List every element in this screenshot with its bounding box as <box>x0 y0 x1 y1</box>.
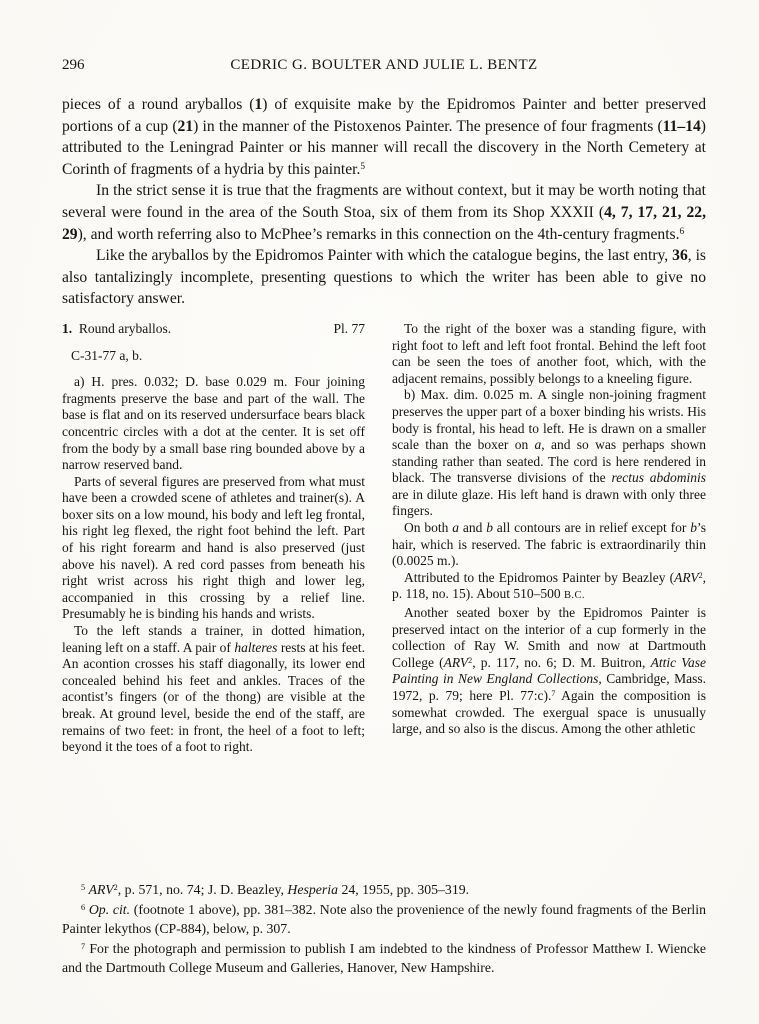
catalog-entry-section <box>62 321 706 756</box>
intro-paragraph: pieces of a round aryballos (1) of exquisite make by the Epidromos Painter and better preserved portions of a cup (21) in the manner of the Pistoxenos Painter. The presence of four fragments (11–14) attributed to the Leningrad Painter or his manner will recall the discovery in the North Cemetery at Corinth of fragments of a hydria by this painter.$^5$ <box>62 96 706 178</box>
catalog-paragraph: On both a and b all contours are in relief except for b’s hair, which is reserved. The fabric is extraordinarily thin (0.0025 m.). <box>392 520 706 569</box>
catalog-paragraph: a) H. pres. 0.032; D. base 0.029 m. Four joining fragments preserve the base and part of the wall. The base is flat and on its reserved undersurface bears black concentric circles with a dot at the center. It is set off from the body by a small base ring bounded above by a narrow reserved band. <box>62 374 365 473</box>
entry-plate-ref: Pl. 77 <box>333 320 365 336</box>
footnote: $^6$ Op. cit. (footnote 1 above), pp. 381–382. Note also the provenience of the newly found fragments of the Berlin Painter lekythos (CP-884), below, p. 307. <box>62 901 706 937</box>
entry-number-title: 1. Round aryballos. <box>62 320 172 336</box>
catalog-paragraph: To the left stands a trainer, in dotted himation, leaning left on a staff. A pair of halteres rests at his feet. An acontion crosses his staff diagonally, its lower end concealed behind his feet and ankles. Traces of the acontist’s fingers (or of the thong) are visible at the break. At ground level, beside the end of the staff, are remains of two feet: in front, the heel of a foot to left; beyond it the toes of a foot to right. <box>62 623 365 755</box>
footnote: $^5$ ARV$^2$, p. 571, no. 74; J. D. Beazley, Hesperia 24, 1955, pp. 305–319. <box>81 882 470 898</box>
column-right <box>392 321 706 756</box>
catalog-paragraph: Another seated boxer by the Epidromos Painter is preserved intact on the interior of a cup formerly in the collection of Ray W. Smith and now at Dartmouth College (ARV$^2$, p. 117, no. 6; D. M. Buitron, Attic Vase Painting in New England Collections, Cambridge, Mass. 1972, p. 79; here Pl. 77:c).$^7$ Again the composition is somewhat crowded. The exergual space is unusually large, and so also is the discus. Among the other athletic <box>392 605 706 737</box>
footnote: $^7$ For the photograph and permission to publish I am indebted to the kindness of Professor Matthew I. Wiencke and the Dartmouth College Museum and Galleries, Hanover, New Hampshire. <box>62 940 706 976</box>
entry-header <box>62 321 365 338</box>
entry-left-text <box>62 374 365 756</box>
footnotes-section <box>62 880 706 978</box>
catalog-paragraph: Parts of several figures are preserved from what must have been a crowded scene of athletes and trainer(s). A boxer sits on a low mound, his body and left leg frontal, his right leg flexed, the right foot behind the left. Part of his right forearm and hand is also preserved (just above his navel). A red cord passes from beneath his right wrist across his right thigh and lower leg, accompanied in this crossing by a relief line. Presumably he is binding his hands and wrists. <box>62 473 365 622</box>
intro-paragraph: In the strict sense it is true that the fragments are without context, but it may be worth noting that several were found in the area of the South Stoa, six of them from its Shop XXXII (4, 7, 17, 21, 22, 29), and worth referring also to McPhee’s remarks in this connection on the 4th-century fragments.$^6$ <box>62 182 706 243</box>
catalog-paragraph: b) Max. dim. 0.025 m. A single non-joining fragment preserves the upper part of a boxer binding his wrists. His body is frontal, his head to left. He is drawn on a smaller scale than the boxer on a, and so was perhaps shown standing rather than seated. The cord is here rendered in black. The transverse divisions of the rectus abdominis are in dilute glaze. His left hand is drawn with only three fingers. <box>392 387 707 519</box>
entry-inventory-number: C-31-77 a, b. <box>71 347 143 363</box>
intro-section <box>62 94 706 310</box>
catalog-paragraph: To the right of the boxer was a standing figure, with right foot to left and left foot frontal. Behind the left foot can be seen the toes of another foot, which, with the adjacent remains, possibly belongs to a kneeling figure. <box>392 320 706 386</box>
running-head: CEDRIC G. BOULTER AND JULIE L. BENTZ <box>230 57 538 73</box>
page-number: 296 <box>62 57 85 73</box>
intro-paragraph: Like the aryballos by the Epidromos Painter with which the catalogue begins, the last entry, 36, is also tantalizingly incomplete, presenting questions to which the writer has been able to give no satisfactory answer. <box>62 247 706 308</box>
page-header <box>62 56 706 74</box>
catalog-paragraph: Attributed to the Epidromos Painter by Beazley (ARV$^2$, p. 118, no. 15). About 510–500 B.C. <box>392 569 706 602</box>
column-left <box>62 321 365 756</box>
